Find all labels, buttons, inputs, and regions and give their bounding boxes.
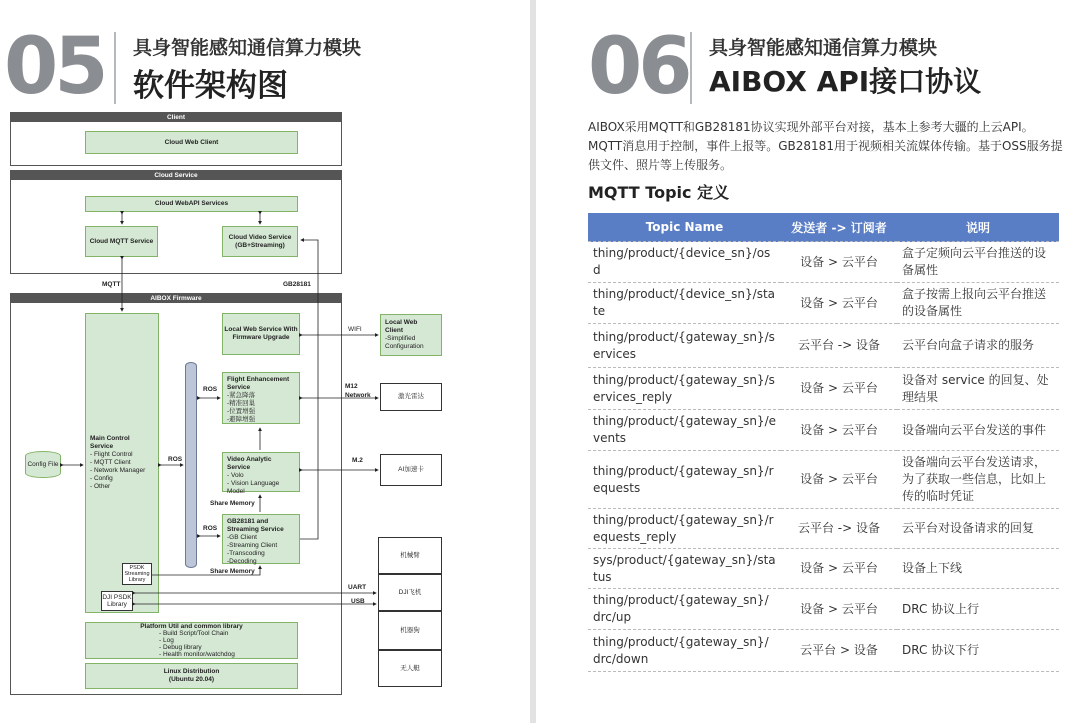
description-cell: 设备对 service 的回复、处理结果	[897, 368, 1059, 410]
share-memory-label: Share Memory	[210, 500, 255, 507]
dji-drone-box: DJI飞机	[378, 574, 442, 611]
description-cell: DRC 协议下行	[897, 630, 1059, 672]
header-sender-subscriber: 发送者 -> 订阅者	[781, 213, 897, 242]
flight-item: -紧急降落	[227, 392, 256, 399]
table-row	[588, 549, 1059, 589]
page-number-left: 05	[4, 22, 105, 112]
description-cell: 设备端向云平台发送请求，为了获取一些信息，比如上传的临时凭证	[897, 451, 1059, 509]
cloud-service-band: Cloud Service	[11, 171, 341, 180]
description-cell: 设备上下线	[897, 549, 1059, 589]
direction-cell: 设备 > 云平台	[781, 242, 897, 283]
gb-service-item: -GB Client	[227, 534, 257, 541]
direction-cell: 设备 > 云平台	[781, 283, 897, 324]
table-header-row	[588, 213, 1059, 242]
linux-sub: (Ubuntu 20.04)	[168, 676, 215, 683]
table-row	[588, 242, 1059, 283]
gb28181-label: GB28181	[283, 281, 311, 288]
ros-label: ROS	[168, 456, 183, 463]
section-title: MQTT Topic 定义	[588, 183, 730, 202]
flight-item: -位置增强	[227, 408, 256, 415]
table-row	[588, 324, 1059, 368]
platform-title: Platform Util and common library	[140, 623, 243, 630]
title-divider-right	[690, 32, 692, 104]
ai-accelerator-box: AI加速卡	[380, 454, 442, 486]
gb-service-item: -Streaming Client	[227, 542, 278, 549]
local-web-service: Local Web Service With Firmware Upgrade	[222, 313, 300, 355]
page-title-right: AIBOX API接口协议	[709, 65, 982, 98]
usb-label: USB	[351, 598, 365, 605]
direction-cell: 云平台 -> 设备	[781, 509, 897, 549]
architecture-diagram	[0, 0, 530, 723]
diagram-connectors	[0, 0, 530, 723]
video-item: - Vision Language Model	[227, 480, 280, 495]
intro-paragraph: AIBOX采用MQTT和GB28181协议实现外部平台对接，基本上参考大疆的上云API。MQTT消息用于控制，事件上报等。GB28181用于视频相关流媒体传输。基于OSS服务提供文件、照片等上传服务。	[588, 120, 1063, 172]
mqtt-label: MQTT	[102, 281, 121, 288]
topic-cell: thing/product/{gateway_sn}/requests_reply	[588, 509, 781, 549]
description-cell: DRC 协议上行	[897, 589, 1059, 630]
cloud-webapi-services: Cloud WebAPI Services	[85, 196, 298, 212]
m2-label: M.2	[352, 457, 363, 464]
table-row	[588, 410, 1059, 451]
subtitle-right: 具身智能感知通信算力模块	[709, 37, 938, 59]
cloud-video-service: Cloud Video Service (GB+Streaming)	[222, 226, 298, 257]
page-divider	[530, 0, 536, 723]
table-row	[588, 509, 1059, 549]
platform-item: - Log	[159, 637, 174, 644]
topic-cell: thing/product/{gateway_sn}/drc/up	[588, 589, 781, 630]
table-row	[588, 589, 1059, 630]
description-cell: 盒子定频向云平台推送的设备属性	[897, 242, 1059, 283]
direction-cell: 设备 > 云平台	[781, 451, 897, 509]
ros-label: ROS	[203, 525, 218, 532]
direction-cell: 设备 > 云平台	[781, 549, 897, 589]
m12-network-label: M12 Network	[345, 383, 371, 399]
cloud-web-client: Cloud Web Client	[85, 131, 298, 154]
subtitle-left: 具身智能感知通信算力模块	[133, 37, 362, 59]
config-file: Config File	[25, 451, 61, 478]
main-control-item: - Flight Control	[90, 451, 133, 458]
topic-cell: thing/product/{device_sn}/osd	[588, 242, 781, 283]
direction-cell: 设备 > 云平台	[781, 589, 897, 630]
topic-cell: thing/product/{gateway_sn}/services_reply	[588, 368, 781, 410]
flight-title: Flight Enhancement Service	[227, 376, 290, 391]
main-control-item: - Network Manager	[90, 467, 146, 474]
description-cell: 云平台对设备请求的回复	[897, 509, 1059, 549]
gb-service-title: GB28181 and Streaming Service	[227, 518, 284, 533]
description-cell: 盒子按需上报向云平台推送的设备属性	[897, 283, 1059, 324]
header-description: 说明	[897, 213, 1059, 242]
direction-cell: 云平台 -> 设备	[781, 324, 897, 368]
robot-dog-box: 机器狗	[378, 611, 442, 650]
video-title: Video Analytic Service	[227, 456, 272, 471]
psdk-streaming-library: PSDK Streaming Library	[122, 563, 152, 585]
unmanned-boat-box: 无人艇	[378, 650, 442, 687]
client-band: Client	[11, 113, 341, 122]
topic-cell: thing/product/{device_sn}/state	[588, 283, 781, 324]
laser-radar-box: 激光雷达	[380, 383, 442, 411]
main-control-item: - Other	[90, 483, 111, 490]
platform-item: - Debug library	[159, 644, 202, 651]
table-row	[588, 368, 1059, 410]
cloud-mqtt-service: Cloud MQTT Service	[85, 226, 158, 257]
firmware-band: AIBOX Firmware	[11, 294, 341, 303]
flight-item: -精准回巢	[227, 400, 256, 407]
dji-psdk-library: DJI PSDK Library	[101, 591, 133, 611]
wifi-label: WIFI	[348, 326, 362, 333]
description-cell: 设备端向云平台发送的事件	[897, 410, 1059, 451]
table-row	[588, 451, 1059, 509]
ros-label: ROS	[203, 386, 218, 393]
topic-cell: thing/product/{gateway_sn}/events	[588, 410, 781, 451]
gb-service-item: -Decoding	[227, 558, 257, 565]
flight-item: -避障增强	[227, 416, 256, 423]
main-control-item: - MQTT Client	[90, 459, 131, 466]
direction-cell: 设备 > 云平台	[781, 368, 897, 410]
page-title-left: 软件架构图	[133, 68, 288, 104]
platform-item: - Build Script/Tool Chain	[159, 630, 229, 637]
local-web-client-sub: -Simplified Configuration	[385, 335, 424, 350]
main-control-title: Main Control Service	[90, 435, 130, 450]
video-item: - Volo	[227, 472, 244, 479]
topic-cell: thing/product/{gateway_sn}/drc/down	[588, 630, 781, 672]
description-cell: 云平台向盒子请求的服务	[897, 324, 1059, 368]
page-number-right: 06	[588, 22, 689, 112]
gb-service-item: -Transcoding	[227, 550, 265, 557]
mqtt-topic-table	[588, 213, 1059, 672]
main-control-item: - Config	[90, 475, 113, 482]
topic-cell: thing/product/{gateway_sn}/services	[588, 324, 781, 368]
topic-cell: thing/product/{gateway_sn}/requests	[588, 451, 781, 509]
robot-arm-box: 机械臂	[378, 537, 442, 574]
direction-cell: 设备 > 云平台	[781, 410, 897, 451]
table-row	[588, 630, 1059, 672]
uart-label: UART	[348, 584, 367, 591]
local-web-client-title: Local Web Client	[385, 319, 418, 334]
direction-cell: 云平台 > 设备	[781, 630, 897, 672]
platform-item: - Health monitor/watchdog	[159, 651, 235, 658]
table-row	[588, 283, 1059, 324]
header-topic-name: Topic Name	[588, 213, 781, 242]
share-memory-label: Share Memory	[210, 568, 255, 575]
topic-cell: sys/product/{gateway_sn}/status	[588, 549, 781, 589]
linux-title: Linux Distribution	[163, 668, 220, 675]
